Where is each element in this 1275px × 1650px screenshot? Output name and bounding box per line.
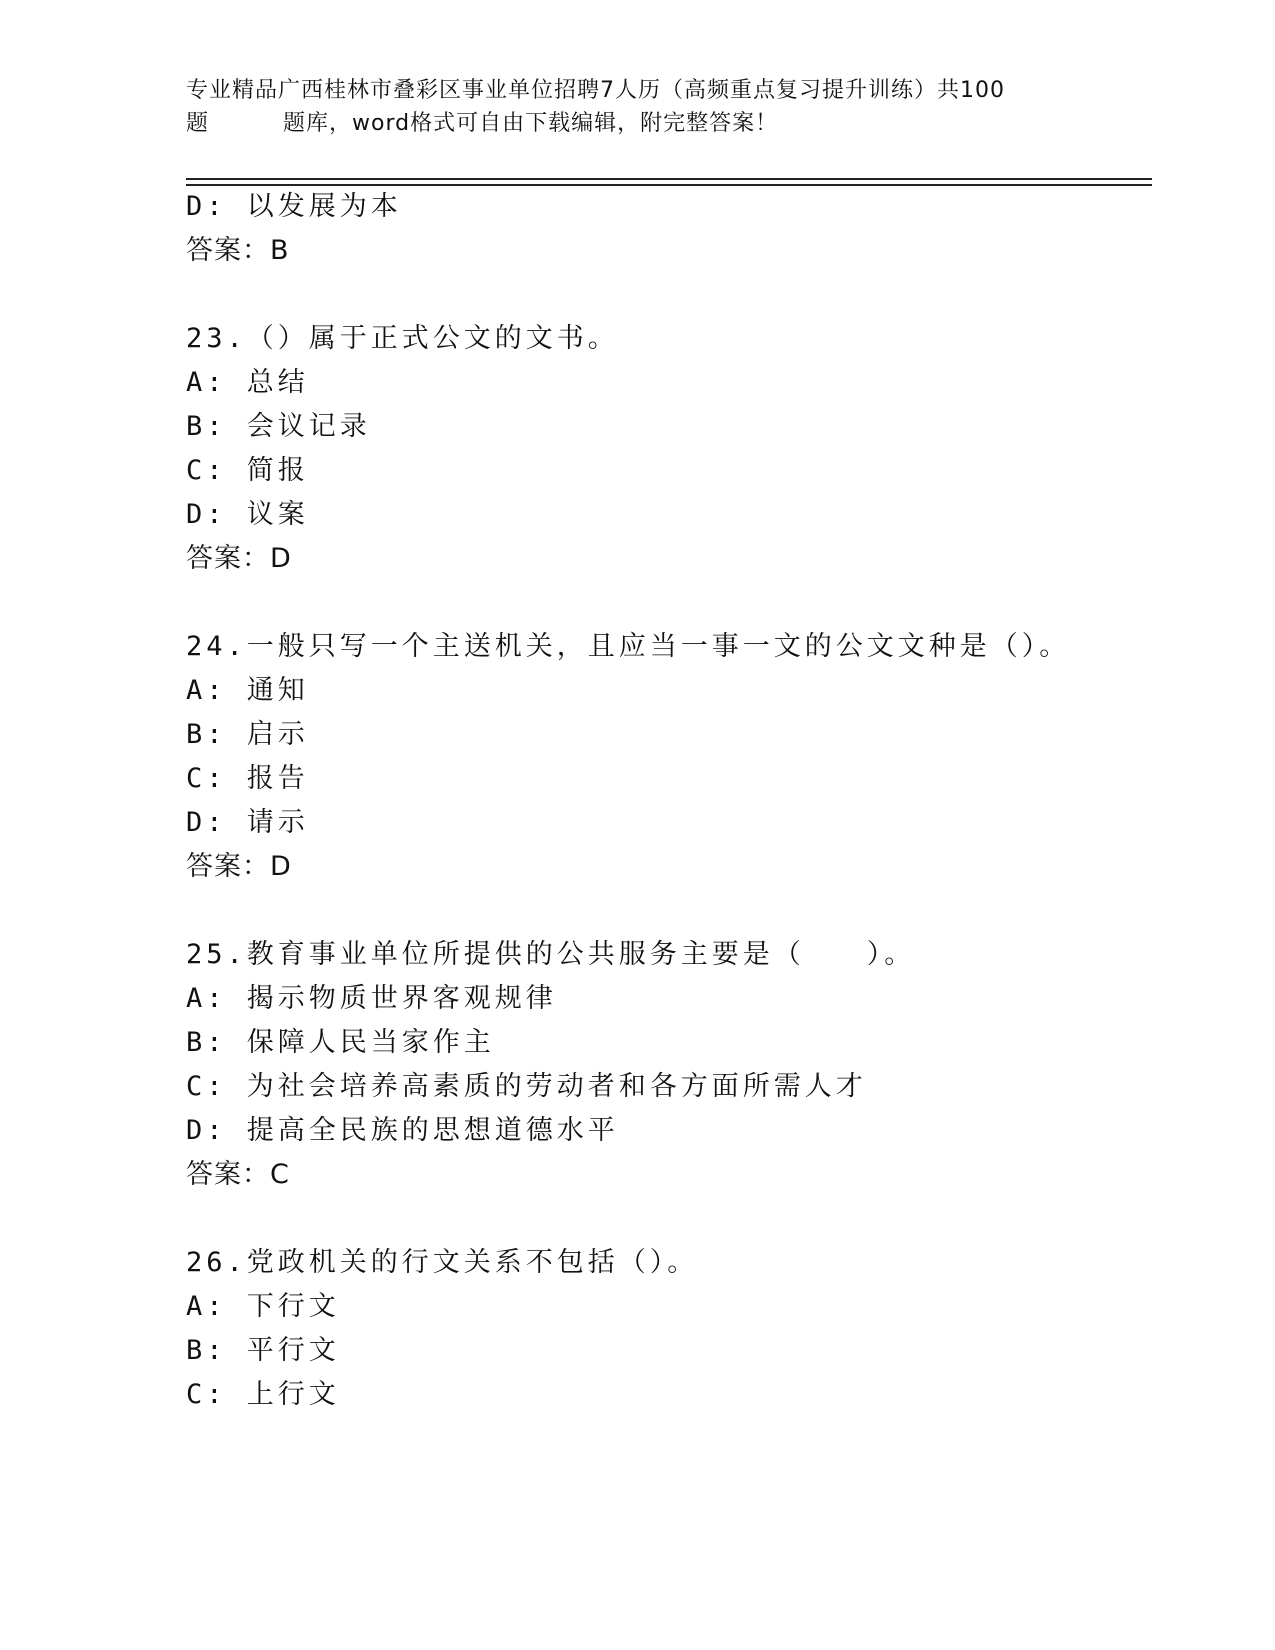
question-24-option-a: A: 通知 xyxy=(186,675,309,706)
document-header xyxy=(186,74,1086,140)
question-25-stem: 25.教育事业单位所提供的公共服务主要是（ ）。 xyxy=(186,939,916,970)
prev-question-option-d: D: 以发展为本 xyxy=(186,191,402,222)
question-23-stem: 23.（）属于正式公文的文书。 xyxy=(186,323,619,354)
question-23-option-a: A: 总结 xyxy=(186,367,309,398)
question-24-option-b: B: 启示 xyxy=(186,719,309,750)
question-25-answer: 答案：C xyxy=(186,1159,290,1190)
question-23-option-b: B: 会议记录 xyxy=(186,411,371,442)
question-24-answer: 答案：D xyxy=(186,851,292,882)
question-24-option-d: D: 请示 xyxy=(186,807,309,838)
question-24-option-c: C: 报告 xyxy=(186,763,309,794)
question-25-option-b: B: 保障人民当家作主 xyxy=(186,1027,495,1058)
header-divider-top xyxy=(186,178,1152,180)
question-23-option-c: C: 简报 xyxy=(186,455,309,486)
header-line-2 xyxy=(186,107,1086,140)
question-23-option-d: D: 议案 xyxy=(186,499,309,530)
question-25-option-c: C: 为社会培养高素质的劳动者和各方面所需人才 xyxy=(186,1071,867,1102)
question-26-option-b: B: 平行文 xyxy=(186,1335,340,1366)
header-divider-bottom xyxy=(186,184,1152,186)
question-26-option-c: C: 上行文 xyxy=(186,1379,340,1410)
header-line-1: 专业精品广西桂林市叠彩区事业单位招聘7人历（高频重点复习提升训练）共100 xyxy=(186,78,1005,103)
header-line-2-rest: 题库，word格式可自由下载编辑，附完整答案！ xyxy=(283,111,779,136)
question-25-option-d: D: 提高全民族的思想道德水平 xyxy=(186,1115,619,1146)
question-25-option-a: A: 揭示物质世界客观规律 xyxy=(186,983,557,1014)
header-line-2-start: 题 xyxy=(186,111,210,136)
question-23-answer: 答案：D xyxy=(186,543,292,574)
prev-question-answer: 答案：B xyxy=(186,235,290,266)
question-26-option-a: A: 下行文 xyxy=(186,1291,340,1322)
question-24-stem: 24.一般只写一个主送机关，且应当一事一文的公文文种是（）。 xyxy=(186,631,1071,662)
question-26-stem: 26.党政机关的行文关系不包括（）。 xyxy=(186,1247,699,1278)
